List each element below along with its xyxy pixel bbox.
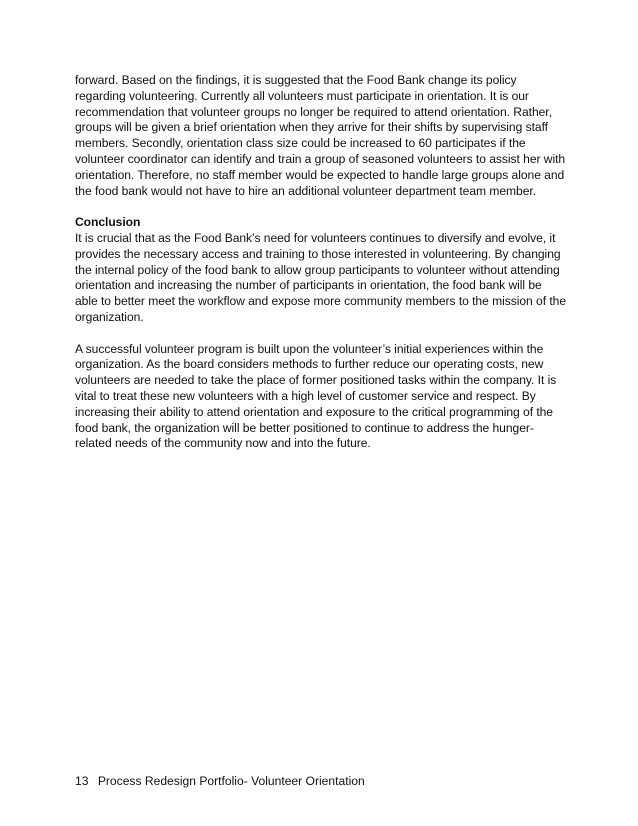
page-number: 13 xyxy=(75,774,89,788)
section-heading-conclusion: Conclusion xyxy=(75,215,141,230)
document-body xyxy=(75,73,567,468)
page-footer xyxy=(75,774,365,789)
conclusion-paragraph-1: It is crucial that as the Food Bank’s need for volunteers continues to diversify and evolve, it provides the necessary access and training to those interested in volunteering. By changing the internal policy of the food bank to allow group participants to volunteer without attending orientation and increasing the number of participants in orientation, the food bank will be able to better meet the workflow and expose more community members to the mission of the organization. xyxy=(75,230,567,324)
conclusion-paragraph-2: A successful volunteer program is built upon the volunteer’s initial experiences within the organization. As the board considers methods to further reduce our operating costs, new volunteers are needed to take the place of former positioned tasks within the company. It is vital to treat these new volunteers with a high level of customer service and respect. By increasing their ability to attend orientation and exposure to the critical programming of the food bank, the organization will be better positioned to continue to address the hunger-related needs of the community now and into the future. xyxy=(75,341,557,451)
body-paragraph-intro: forward. Based on the findings, it is suggested that the Food Bank change its policy regarding volunteering. Currently all volunteers must participate in orientation. It is our recommendation that volunteer groups no longer be required to attend orientation. Rather, groups will be given a brief orientation when they arrive for their shifts by supervising staff members. Secondly, orientation class size could be increased to 60 participates if the volunteer coordinator can identify and train a group of seasoned volunteers to assist her with orientation. Therefore, no staff member would be expected to handle large groups alone and the food bank would not have to hire an additional volunteer department team member. xyxy=(75,73,566,198)
footer-title: Process Redesign Portfolio- Volunteer Orientation xyxy=(97,774,365,788)
